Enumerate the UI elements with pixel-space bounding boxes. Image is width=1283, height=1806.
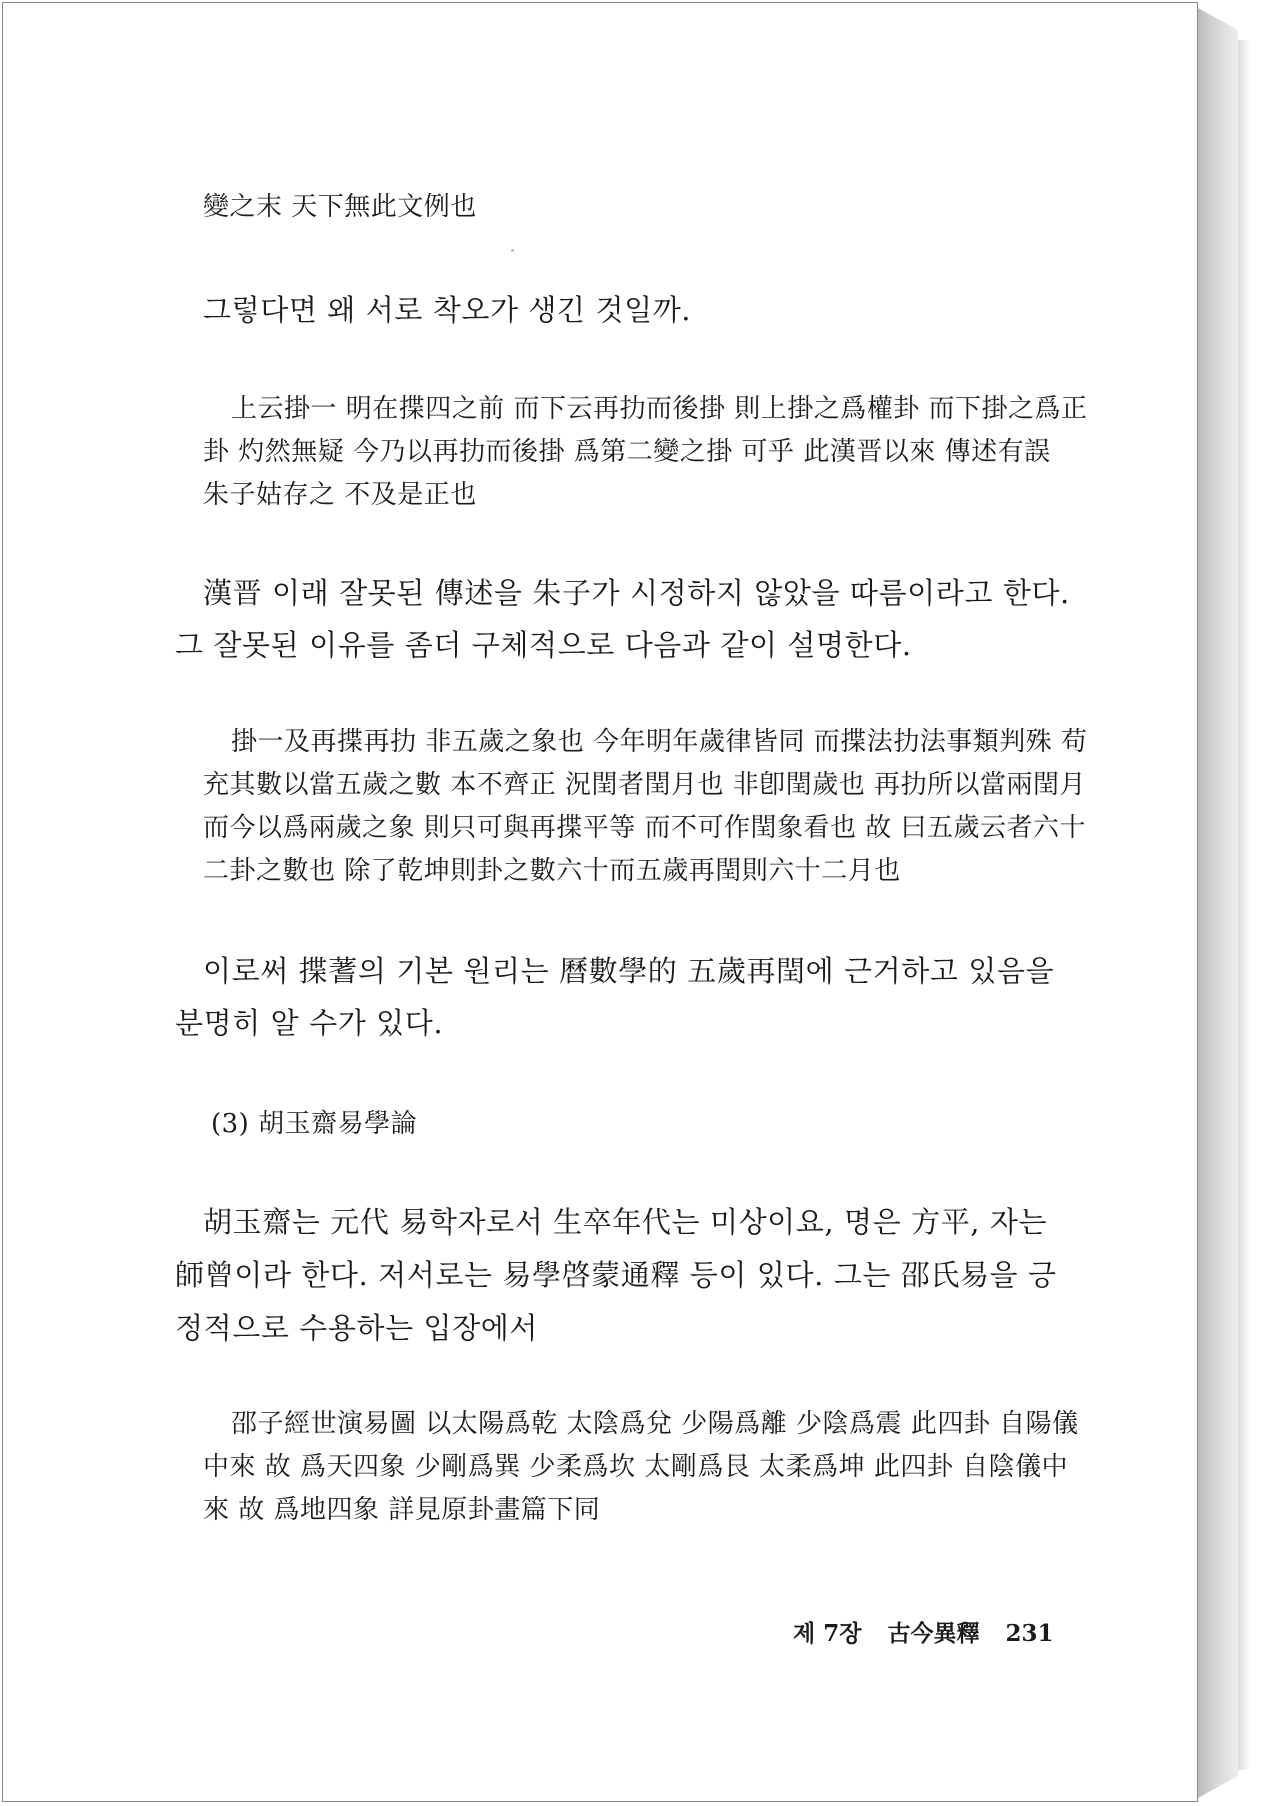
body-line: 정적으로 수용하는 입장에서 [175, 1311, 539, 1345]
quote-line: 上云掛一 明在揲四之前 而下云再扐而後掛 則上掛之爲權卦 而下掛之爲正 [231, 394, 1088, 424]
quote-line: 二卦之數也 除了乾坤則卦之數六十而五歲再閏則六十二月也 [203, 856, 901, 886]
running-footer [793, 1615, 1053, 1648]
footer-title: 古今異釋 [887, 1620, 980, 1647]
body-line: 漢晋 이래 잘못된 傳述을 朱子가 시정하지 않았을 따름이라고 한다. [203, 576, 1070, 610]
body-line: 그렇다면 왜 서로 착오가 생긴 것일까. [203, 293, 692, 327]
quote-line: 卦 灼然無疑 今乃以再扐而後掛 爲第二變之掛 可乎 此漢晋以來 傳述有誤 [203, 437, 1051, 467]
page-stack-edge [1198, 8, 1238, 1798]
body-line: 분명히 알 수가 있다. [175, 1006, 444, 1040]
quote-line: 來 故 爲地四象 詳見原卦畫篇下同 [203, 1495, 601, 1525]
quote-line: 中來 故 爲天四象 少剛爲巽 少柔爲坎 太剛爲艮 太柔爲坤 此四卦 自陰儀中 [203, 1452, 1069, 1482]
scan-speck [511, 249, 514, 252]
page-shadow [1238, 40, 1250, 1770]
quote-line: 變之末 天下無此文例也 [203, 192, 477, 222]
quote-line: 充其數以當五歲之數 本不齊正 況閏者閏月也 非卽閏歲也 再扐所以當兩閏月 [203, 770, 1087, 800]
quote-line: 朱子姑存之 不及是正也 [203, 480, 477, 510]
body-line: 이로써 揲蓍의 기본 원리는 曆數學的 五歲再閏에 근거하고 있음을 [203, 954, 1055, 988]
book-page [2, 2, 1198, 1802]
quote-line: 而今以爲兩歲之象 則只可與再揲平等 而不可作閏象看也 故 曰五歲云者六十 [203, 813, 1087, 843]
body-line: 胡玉齋는 元代 易학자로서 生卒年代는 미상이요, 명은 方平, 자는 [203, 1205, 1048, 1239]
quote-line: 邵子經世演易圖 以太陽爲乾 太陰爲兌 少陽爲離 少陰爲震 此四卦 自陽儀 [231, 1409, 1079, 1439]
body-line: 그 잘못된 이유를 좀더 구체적으로 다음과 같이 설명한다. [175, 628, 912, 662]
body-line: 師曾이라 한다. 저서로는 易學啓蒙通釋 등이 있다. 그는 邵氏易을 긍 [175, 1258, 1057, 1292]
page-number: 231 [1005, 1620, 1054, 1647]
footer-chapter: 제 7장 [793, 1620, 862, 1647]
section-heading: (3) 胡玉齋易學論 [211, 1109, 418, 1139]
quote-line: 掛一及再揲再扐 非五歲之象也 今年明年歲律皆同 而揲法扐法事類判殊 苟 [231, 727, 1088, 757]
